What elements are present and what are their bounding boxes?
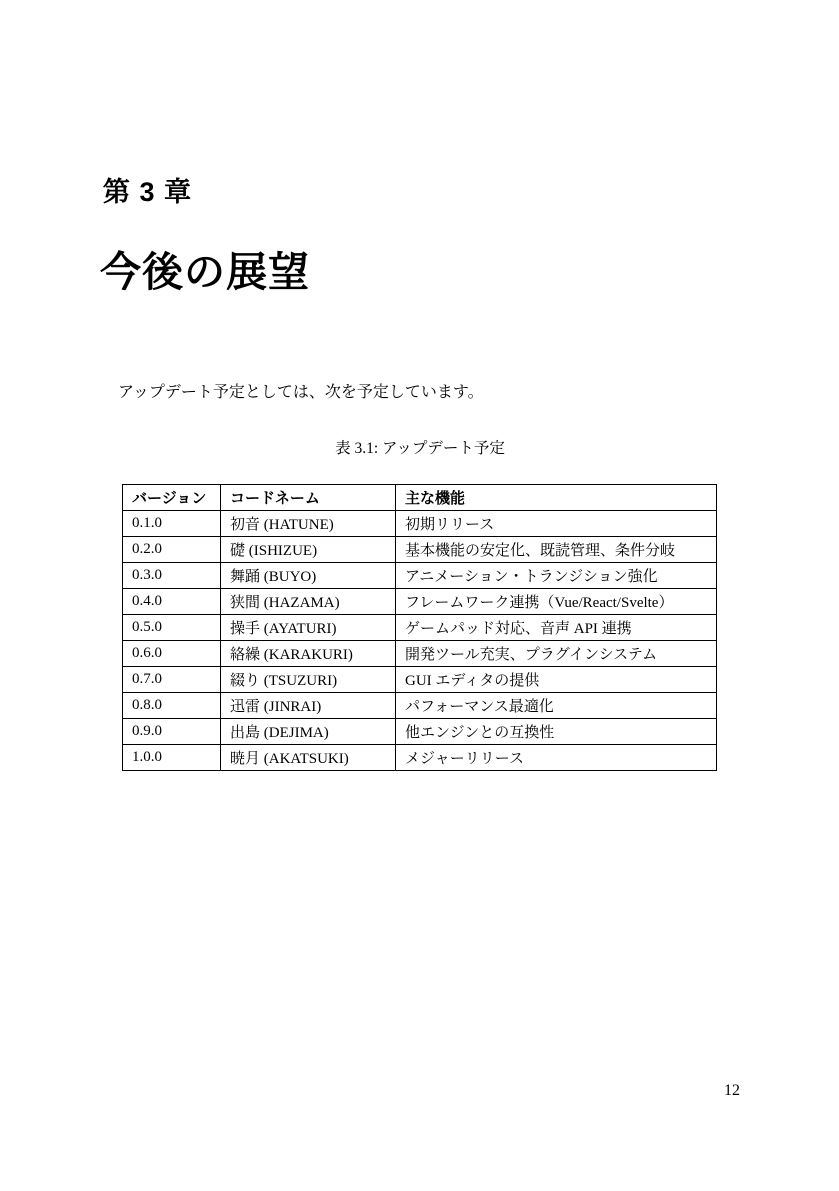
table-cell: アニメーション・トランジション強化 bbox=[396, 563, 717, 589]
table-row bbox=[123, 693, 717, 719]
column-header: 主な機能 bbox=[396, 485, 717, 511]
table-cell: 舞踊 (BUYO) bbox=[221, 563, 396, 589]
table-cell: 綴り (TSUZURI) bbox=[221, 667, 396, 693]
table-cell: 0.4.0 bbox=[123, 589, 221, 615]
table-cell: 0.7.0 bbox=[123, 667, 221, 693]
table-cell: パフォーマンス最適化 bbox=[396, 693, 717, 719]
table-cell: 他エンジンとの互換性 bbox=[396, 719, 717, 745]
table-cell: GUI エディタの提供 bbox=[396, 667, 717, 693]
table-cell: 操手 (AYATURI) bbox=[221, 615, 396, 641]
table-row bbox=[123, 719, 717, 745]
table-row bbox=[123, 589, 717, 615]
table-cell: 開発ツール充実、プラグインシステム bbox=[396, 641, 717, 667]
table-row bbox=[123, 667, 717, 693]
table-cell: 0.9.0 bbox=[123, 719, 221, 745]
table-row bbox=[123, 615, 717, 641]
table-row bbox=[123, 641, 717, 667]
table-cell: 0.8.0 bbox=[123, 693, 221, 719]
table-cell: 0.2.0 bbox=[123, 537, 221, 563]
table-cell: 0.6.0 bbox=[123, 641, 221, 667]
table-row bbox=[123, 537, 717, 563]
table-cell: 0.3.0 bbox=[123, 563, 221, 589]
chapter-title-heading: 今後の展望 bbox=[100, 249, 310, 295]
table-cell: 礎 (ISHIZUE) bbox=[221, 537, 396, 563]
table-cell: 暁月 (AKATSUKI) bbox=[221, 745, 396, 771]
table-cell: 0.5.0 bbox=[123, 615, 221, 641]
table-caption-container bbox=[100, 436, 740, 458]
table-caption: 表 3.1: アップデート予定 bbox=[335, 440, 505, 457]
column-header: コードネーム bbox=[221, 485, 396, 511]
page-number: 12 bbox=[724, 1082, 740, 1099]
table-row bbox=[123, 511, 717, 537]
table-row bbox=[123, 563, 717, 589]
update-schedule-table bbox=[122, 484, 717, 771]
table-cell: メジャーリリース bbox=[396, 745, 717, 771]
table-cell: 絡繰 (KARAKURI) bbox=[221, 641, 396, 667]
column-header: バージョン bbox=[123, 485, 221, 511]
intro-paragraph: アップデート予定としては、次を予定しています。 bbox=[118, 384, 484, 401]
table-cell: 狭間 (HAZAMA) bbox=[221, 589, 396, 615]
table-cell: フレームワーク連携（Vue/React/Svelte） bbox=[396, 589, 717, 615]
table-body bbox=[123, 511, 717, 771]
table-cell: 初期リリース bbox=[396, 511, 717, 537]
table-cell: 1.0.0 bbox=[123, 745, 221, 771]
table-cell: ゲームパッド対応、音声 API 連携 bbox=[396, 615, 717, 641]
table-cell: 初音 (HATUNE) bbox=[221, 511, 396, 537]
table-row bbox=[123, 745, 717, 771]
table-cell: 0.1.0 bbox=[123, 511, 221, 537]
table-cell: 出島 (DEJIMA) bbox=[221, 719, 396, 745]
table-cell: 基本機能の安定化、既読管理、条件分岐 bbox=[396, 537, 717, 563]
table-cell: 迅雷 (JINRAI) bbox=[221, 693, 396, 719]
chapter-number-heading: 第 3 章 bbox=[103, 177, 193, 207]
table-header-row bbox=[123, 485, 717, 511]
